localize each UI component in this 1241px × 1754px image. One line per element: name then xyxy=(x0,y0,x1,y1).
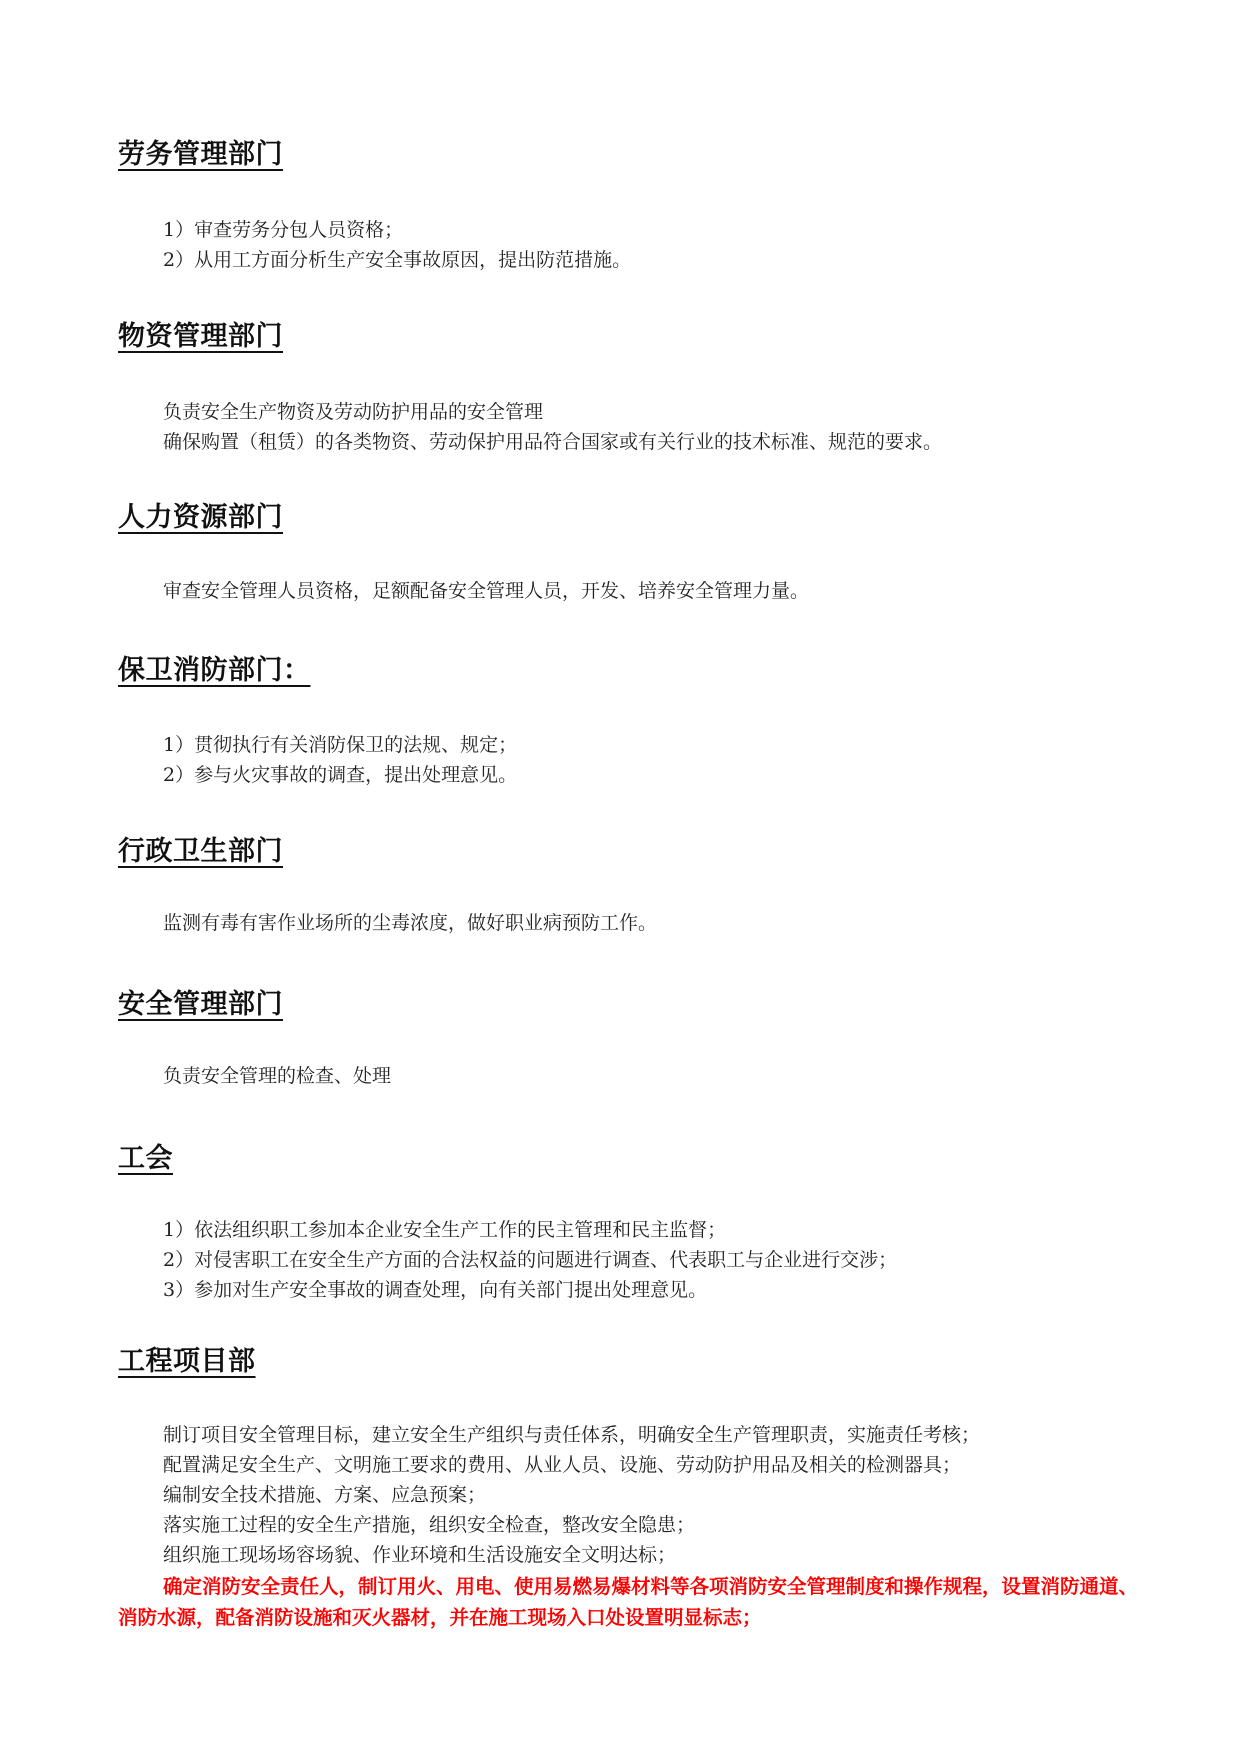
body-line: 1）依法组织职工参加本企业安全生产工作的民主管理和民主监督； xyxy=(163,1219,727,1241)
body-line: 配置满足安全生产、文明施工要求的费用、从业人员、设施、劳动防护用品及相关的检测器具； xyxy=(163,1454,962,1476)
body-line: 1）贯彻执行有关消防保卫的法规、规定； xyxy=(163,734,518,756)
section-body-admin-health xyxy=(163,908,657,938)
body-line: 监测有毒有害作业场所的尘毒浓度，做好职业病预防工作。 xyxy=(163,912,658,934)
section-body-union xyxy=(163,1215,897,1305)
section-title-safety-mgmt: 安全管理部门 xyxy=(118,989,283,1020)
section-title-union: 工会 xyxy=(118,1143,173,1174)
highlight-paragraph: 确定消防安全责任人，制订用火、用电、使用易燃易爆材料等各项消防安全管理制度和操作规程，设置消防通道、消防水源，配备消防设施和灭火器材，并在施工现场入口处设置明显标志； xyxy=(118,1575,1139,1629)
section-title-hr: 人力资源部门 xyxy=(118,502,283,533)
body-line: 确保购置（租赁）的各类物资、劳动保护用品符合国家或有关行业的技术标准、规范的要求。 xyxy=(163,431,943,453)
section-body-materials xyxy=(163,397,942,457)
body-line: 2）从用工方面分析生产安全事故原因，提出防范措施。 xyxy=(163,249,632,271)
section-title-materials: 物资管理部门 xyxy=(118,321,283,352)
section-title-fire-security: 保卫消防部门： xyxy=(118,655,311,686)
section-body-fire-security xyxy=(163,730,517,790)
body-line: 制订项目安全管理目标，建立安全生产组织与责任体系，明确安全生产管理职责，实施责任考核； xyxy=(163,1424,981,1446)
body-line: 审查安全管理人员资格，足额配备安全管理人员，开发、培养安全管理力量。 xyxy=(163,580,810,602)
body-line: 负责安全生产物资及劳动防护用品的安全管理 xyxy=(163,401,544,423)
section-body-labor xyxy=(163,215,631,275)
section-title-project-dept: 工程项目部 xyxy=(118,1346,256,1377)
body-line: 落实施工过程的安全生产措施，组织安全检查，整改安全隐患； xyxy=(163,1514,696,1536)
section-body-project-dept xyxy=(163,1420,980,1570)
body-line: 2）对侵害职工在安全生产方面的合法权益的问题进行调查、代表职工与企业进行交涉； xyxy=(163,1249,898,1271)
section-body-safety-mgmt xyxy=(163,1061,391,1091)
body-line: 1）审查劳务分包人员资格； xyxy=(163,219,404,241)
section-title-admin-health: 行政卫生部门 xyxy=(118,836,283,867)
body-line: 3）参加对生产安全事故的调查处理，向有关部门提出处理意见。 xyxy=(163,1279,708,1301)
body-line: 2）参与火灾事故的调查，提出处理意见。 xyxy=(163,764,518,786)
section-body-hr xyxy=(163,576,809,606)
body-line: 组织施工现场场容场貌、作业环境和生活设施安全文明达标； xyxy=(163,1544,677,1566)
body-line: 编制安全技术措施、方案、应急预案； xyxy=(163,1484,487,1506)
body-line: 负责安全管理的检查、处理 xyxy=(163,1065,392,1087)
section-title-labor: 劳务管理部门 xyxy=(118,139,283,170)
